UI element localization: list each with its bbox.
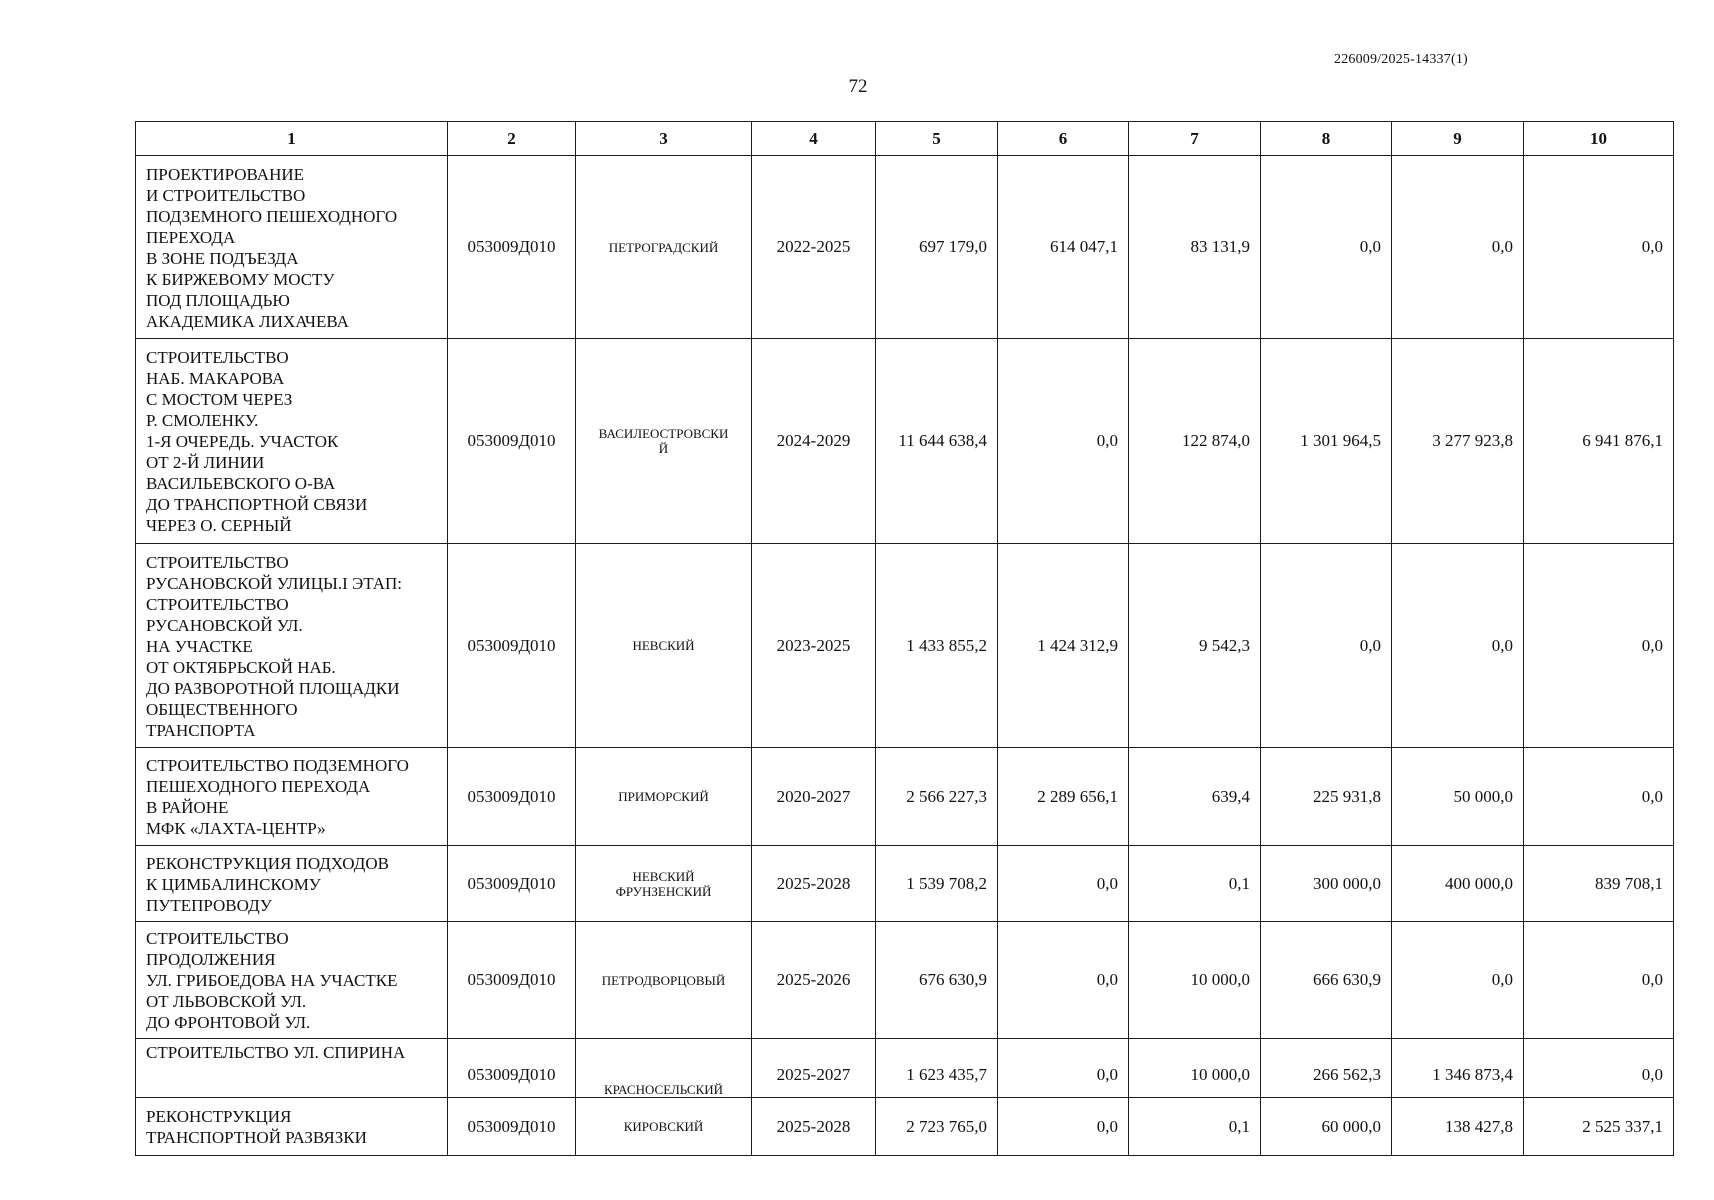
project-name: РЕКОНСТРУКЦИЯ ПОДХОДОВ К ЦИМБАЛИНСКОМУ ПУТЕПРОВОДУ: [136, 846, 448, 922]
period-years: 2025-2028: [752, 1098, 876, 1156]
amount-col-7: 639,4: [1129, 748, 1261, 846]
district: КРАСНОСЕЛЬСКИЙ: [576, 1039, 752, 1098]
amount-col-10: 6 941 876,1: [1524, 339, 1674, 544]
amount-col-5: 676 630,9: [876, 922, 998, 1039]
table-header-row: [136, 122, 1674, 156]
amount-col-5: 1 433 855,2: [876, 544, 998, 748]
district: ПЕТРОДВОРЦОВЫЙ: [576, 922, 752, 1039]
amount-col-9: 400 000,0: [1392, 846, 1524, 922]
table-row: [136, 846, 1674, 922]
amount-col-10: 0,0: [1524, 922, 1674, 1039]
budget-code: 053009Д010: [448, 339, 576, 544]
column-header: 2: [448, 122, 576, 156]
period-years: 2025-2027: [752, 1039, 876, 1098]
project-name: ПРОЕКТИРОВАНИЕ И СТРОИТЕЛЬСТВО ПОДЗЕМНОГО ПЕШЕХОДНОГО ПЕРЕХОДА В ЗОНЕ ПОДЪЕЗДА К БИРЖЕВОМУ МОСТУ ПОД ПЛОЩАДЬЮ АКАДЕМИКА ЛИХАЧЕВА: [136, 156, 448, 339]
table-row: [136, 339, 1674, 544]
project-name: СТРОИТЕЛЬСТВО УЛ. СПИРИНА: [136, 1039, 448, 1098]
district: ВАСИЛЕОСТРОВСКИ Й: [576, 339, 752, 544]
column-header: 7: [1129, 122, 1261, 156]
district: КИРОВСКИЙ: [576, 1098, 752, 1156]
amount-col-10: 2 525 337,1: [1524, 1098, 1674, 1156]
budget-code: 053009Д010: [448, 1039, 576, 1098]
district: ПЕТРОГРАДСКИЙ: [576, 156, 752, 339]
table-row: [136, 748, 1674, 846]
amount-col-9: 50 000,0: [1392, 748, 1524, 846]
district: НЕВСКИЙ: [576, 544, 752, 748]
amount-col-10: 839 708,1: [1524, 846, 1674, 922]
amount-col-9: 138 427,8: [1392, 1098, 1524, 1156]
amount-col-8: 300 000,0: [1261, 846, 1392, 922]
column-header: 8: [1261, 122, 1392, 156]
table-row: [136, 544, 1674, 748]
budget-code: 053009Д010: [448, 748, 576, 846]
amount-col-7: 122 874,0: [1129, 339, 1261, 544]
column-header: 10: [1524, 122, 1674, 156]
period-years: 2025-2026: [752, 922, 876, 1039]
amount-col-5: 1 623 435,7: [876, 1039, 998, 1098]
project-name: СТРОИТЕЛЬСТВО ПРОДОЛЖЕНИЯ УЛ. ГРИБОЕДОВА НА УЧАСТКЕ ОТ ЛЬВОВСКОЙ УЛ. ДО ФРОНТОВОЙ УЛ.: [136, 922, 448, 1039]
amount-col-9: 3 277 923,8: [1392, 339, 1524, 544]
amount-col-5: 1 539 708,2: [876, 846, 998, 922]
amount-col-6: 0,0: [998, 922, 1129, 1039]
amount-col-6: 0,0: [998, 1039, 1129, 1098]
period-years: 2022-2025: [752, 156, 876, 339]
amount-col-10: 0,0: [1524, 748, 1674, 846]
amount-col-6: 0,0: [998, 846, 1129, 922]
amount-col-8: 0,0: [1261, 544, 1392, 748]
amount-col-7: 10 000,0: [1129, 1039, 1261, 1098]
amount-col-8: 666 630,9: [1261, 922, 1392, 1039]
table-row: [136, 156, 1674, 339]
project-name: СТРОИТЕЛЬСТВО НАБ. МАКАРОВА С МОСТОМ ЧЕРЕЗ Р. СМОЛЕНКУ. 1-Я ОЧЕРЕДЬ. УЧАСТОК ОТ 2-Й ЛИНИИ ВАСИЛЬЕВСКОГО О-ВА ДО ТРАНСПОРТНОЙ СВЯЗИ ЧЕРЕЗ О. СЕРНЫЙ: [136, 339, 448, 544]
table-row: [136, 1098, 1674, 1156]
budget-code: 053009Д010: [448, 922, 576, 1039]
amount-col-5: 697 179,0: [876, 156, 998, 339]
amount-col-7: 0,1: [1129, 1098, 1261, 1156]
district: НЕВСКИЙ ФРУНЗЕНСКИЙ: [576, 846, 752, 922]
period-years: 2024-2029: [752, 339, 876, 544]
budget-code: 053009Д010: [448, 1098, 576, 1156]
amount-col-8: 60 000,0: [1261, 1098, 1392, 1156]
amount-col-6: 0,0: [998, 339, 1129, 544]
amount-col-6: 2 289 656,1: [998, 748, 1129, 846]
amount-col-9: 0,0: [1392, 922, 1524, 1039]
column-header: 6: [998, 122, 1129, 156]
budget-code: 053009Д010: [448, 544, 576, 748]
project-name: СТРОИТЕЛЬСТВО ПОДЗЕМНОГО ПЕШЕХОДНОГО ПЕРЕХОДА В РАЙОНЕ МФК «ЛАХТА-ЦЕНТР»: [136, 748, 448, 846]
amount-col-10: 0,0: [1524, 1039, 1674, 1098]
amount-col-6: 614 047,1: [998, 156, 1129, 339]
budget-code: 053009Д010: [448, 846, 576, 922]
amount-col-7: 83 131,9: [1129, 156, 1261, 339]
amount-col-9: 0,0: [1392, 544, 1524, 748]
amount-col-8: 0,0: [1261, 156, 1392, 339]
projects-table: [135, 121, 1674, 1156]
amount-col-10: 0,0: [1524, 156, 1674, 339]
budget-code: 053009Д010: [448, 156, 576, 339]
amount-col-9: 0,0: [1392, 156, 1524, 339]
period-years: 2020-2027: [752, 748, 876, 846]
column-header: 9: [1392, 122, 1524, 156]
amount-col-10: 0,0: [1524, 544, 1674, 748]
column-header: 1: [136, 122, 448, 156]
table-row: [136, 1039, 1674, 1098]
project-name: РЕКОНСТРУКЦИЯ ТРАНСПОРТНОЙ РАЗВЯЗКИ: [136, 1098, 448, 1156]
period-years: 2023-2025: [752, 544, 876, 748]
amount-col-6: 0,0: [998, 1098, 1129, 1156]
amount-col-5: 2 723 765,0: [876, 1098, 998, 1156]
district: ПРИМОРСКИЙ: [576, 748, 752, 846]
amount-col-8: 266 562,3: [1261, 1039, 1392, 1098]
amount-col-7: 0,1: [1129, 846, 1261, 922]
project-name: СТРОИТЕЛЬСТВО РУСАНОВСКОЙ УЛИЦЫ.I ЭТАП: СТРОИТЕЛЬСТВО РУСАНОВСКОЙ УЛ. НА УЧАСТКЕ ОТ ОКТЯБРЬСКОЙ НАБ. ДО РАЗВОРОТНОЙ ПЛОЩАДКИ ОБЩЕСТВЕННОГО ТРАНСПОРТА: [136, 544, 448, 748]
amount-col-9: 1 346 873,4: [1392, 1039, 1524, 1098]
amount-col-7: 10 000,0: [1129, 922, 1261, 1039]
column-header: 4: [752, 122, 876, 156]
amount-col-8: 225 931,8: [1261, 748, 1392, 846]
amount-col-8: 1 301 964,5: [1261, 339, 1392, 544]
page-number: 72: [848, 76, 868, 97]
column-header: 3: [576, 122, 752, 156]
period-years: 2025-2028: [752, 846, 876, 922]
table-row: [136, 922, 1674, 1039]
document-registration-number: 226009/2025-14337(1): [1334, 52, 1468, 67]
amount-col-5: 11 644 638,4: [876, 339, 998, 544]
amount-col-5: 2 566 227,3: [876, 748, 998, 846]
amount-col-7: 9 542,3: [1129, 544, 1261, 748]
amount-col-6: 1 424 312,9: [998, 544, 1129, 748]
column-header: 5: [876, 122, 998, 156]
